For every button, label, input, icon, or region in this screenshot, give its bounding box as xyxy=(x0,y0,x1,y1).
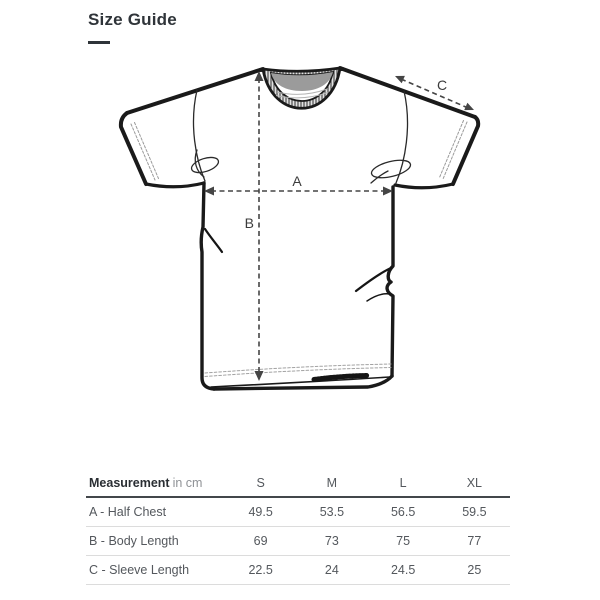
tshirt-silhouette xyxy=(121,68,478,389)
cell-value: 24.5 xyxy=(390,563,416,577)
cell-value: 56.5 xyxy=(390,505,416,519)
cell-value: 59.5 xyxy=(462,505,487,519)
row-label: A - Half Chest xyxy=(89,505,167,519)
table-row-body-length xyxy=(86,527,510,556)
table-row-half-chest xyxy=(86,498,510,527)
col-header-l: L xyxy=(399,476,407,490)
cell-value: 25 xyxy=(467,563,482,577)
col-header-s: S xyxy=(256,476,265,490)
col-header-m: M xyxy=(326,476,338,490)
cell-value: 73 xyxy=(324,534,339,548)
measure-a-label: A xyxy=(292,173,302,189)
measure-c-label: C xyxy=(436,77,448,93)
table-row-sleeve-length xyxy=(86,556,510,585)
measurement-label: Measurement xyxy=(89,476,170,490)
cell-value: 24 xyxy=(324,563,339,577)
page-title: Size Guide xyxy=(88,10,177,29)
row-label: C - Sleeve Length xyxy=(89,563,190,577)
cell-value: 22.5 xyxy=(248,563,273,577)
measurement-unit: in cm xyxy=(172,476,203,490)
cell-value: 77 xyxy=(467,534,482,548)
row-label: B - Body Length xyxy=(89,534,179,548)
cell-value: 75 xyxy=(396,534,411,548)
table-header-row xyxy=(86,470,510,498)
measure-b-label: B xyxy=(244,215,254,231)
size-table xyxy=(86,470,510,585)
cell-value: 49.5 xyxy=(248,505,273,519)
measurement-header xyxy=(86,476,225,490)
cell-value: 69 xyxy=(253,534,268,548)
col-header-xl: XL xyxy=(466,476,483,490)
cell-value: 53.5 xyxy=(319,505,345,519)
